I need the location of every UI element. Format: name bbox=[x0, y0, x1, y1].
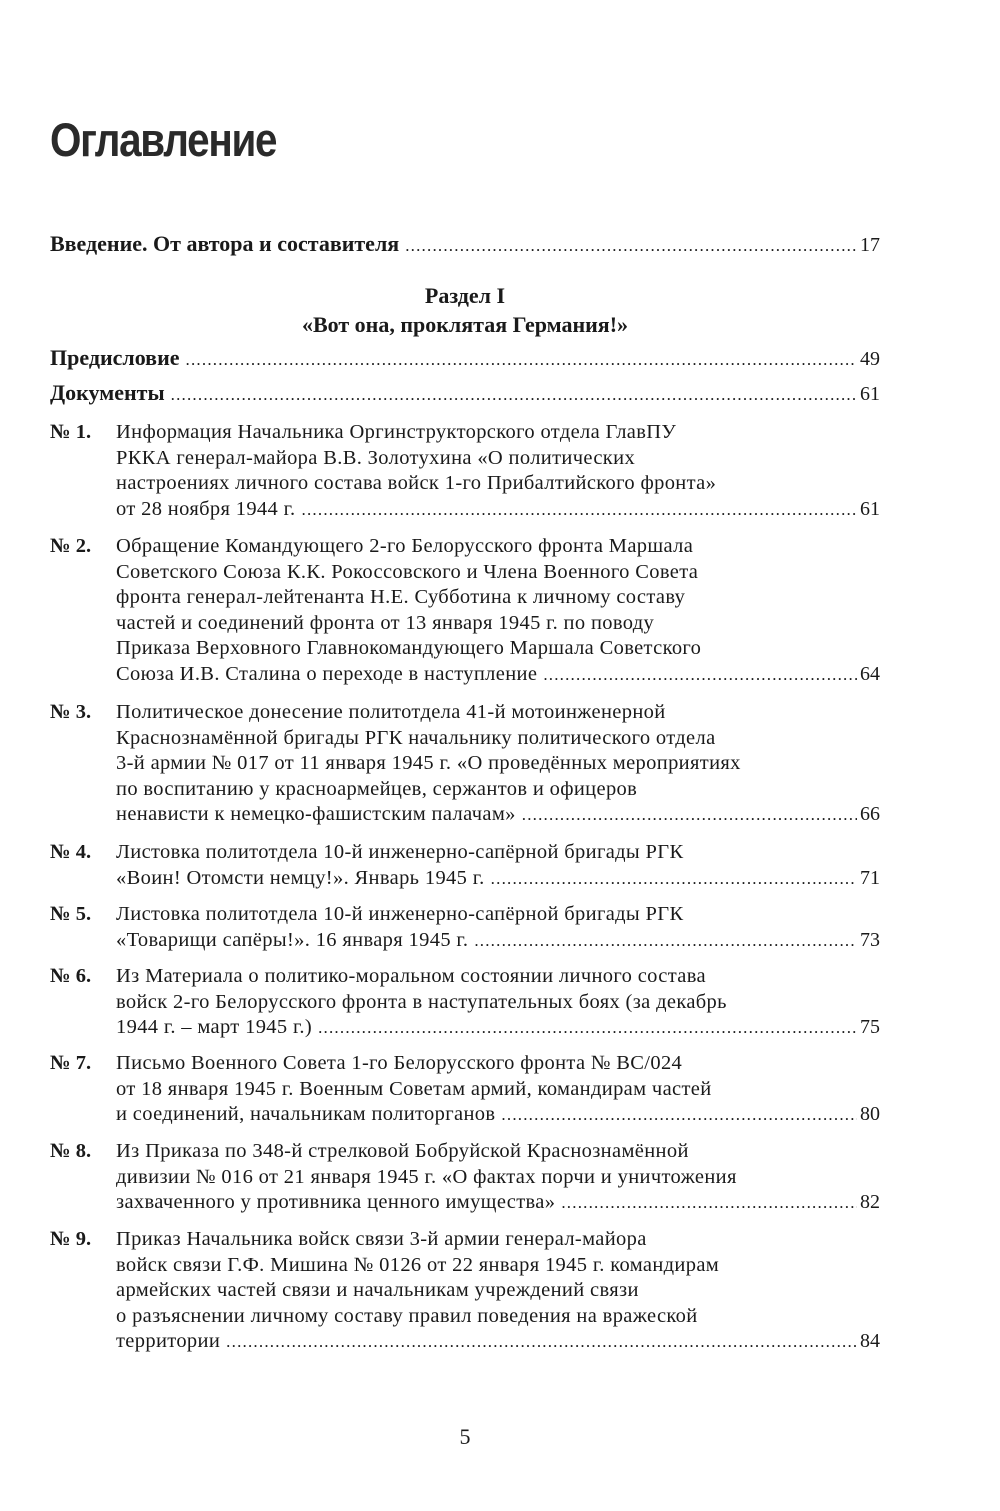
section-heading: Раздел I bbox=[424, 283, 506, 308]
entry-text-line: от 28 ноября 1944 г. bbox=[116, 497, 296, 520]
toc-documents[interactable] bbox=[50, 380, 880, 408]
entry-number: № 4. bbox=[50, 841, 92, 863]
leader-dots bbox=[501, 1102, 857, 1128]
toc-preface[interactable] bbox=[50, 345, 880, 373]
entry-text-line: Краснознамённой бригады РГК начальнику политического отдела bbox=[116, 726, 716, 749]
toc-entry[interactable] bbox=[50, 700, 880, 828]
leader-dots bbox=[474, 928, 857, 954]
entry-page: 66 bbox=[860, 803, 880, 825]
toc-entry[interactable] bbox=[50, 1051, 880, 1128]
entry-page: 84 bbox=[860, 1330, 880, 1352]
entry-text-line: по воспитанию у красноармейцев, сержантов и офицеров bbox=[116, 777, 638, 800]
entry-page: 73 bbox=[860, 928, 880, 951]
entry-text-line: захваченного у противника ценного имущества» bbox=[116, 1191, 556, 1213]
toc-intro-page: 17 bbox=[860, 234, 880, 256]
toc-entry[interactable] bbox=[50, 534, 880, 687]
leader-dots bbox=[171, 382, 857, 408]
entry-text-line: Из Материала о политико-моральном состоянии личного состава bbox=[116, 965, 706, 987]
leader-dots bbox=[405, 233, 857, 259]
entry-page: 80 bbox=[860, 1103, 880, 1125]
entry-page: 64 bbox=[860, 662, 880, 685]
page-number: 5 bbox=[459, 1424, 471, 1449]
toc-entry[interactable] bbox=[50, 902, 880, 953]
entry-text-line: Политическое донесение политотдела 41-й мотоинженерной bbox=[116, 701, 666, 723]
toc-entry[interactable] bbox=[50, 964, 880, 1041]
entry-page: 75 bbox=[860, 1016, 880, 1038]
entry-text-line: территории bbox=[116, 1330, 221, 1352]
entry-number: № 9. bbox=[50, 1228, 92, 1250]
entry-text-line: Листовка политотдела 10-й инженерно-сапёрной бригады РГК bbox=[116, 903, 684, 925]
leader-dots bbox=[318, 1015, 857, 1041]
entry-text-line: фронта генерал-лейтенанта Н.Е. Субботина к личному составу bbox=[116, 586, 686, 608]
leader-dots bbox=[522, 802, 857, 828]
entry-text-line: 3-й армии № 017 от 11 января 1945 г. «О проведённых мероприятиях bbox=[116, 752, 741, 774]
toc-intro[interactable] bbox=[50, 231, 880, 259]
entry-text-line: о разъяснении личному составу правил поведения на вражеской bbox=[116, 1304, 698, 1327]
entry-text-line: войск 2-го Белорусского фронта в наступательных боях (за декабрь bbox=[116, 990, 727, 1013]
toc-documents-label: Документы bbox=[50, 380, 165, 405]
toc-entry[interactable] bbox=[50, 840, 880, 891]
entry-text-line: Приказ Начальника войск связи 3-й армии генерал-майора bbox=[116, 1228, 647, 1250]
entry-page: 82 bbox=[860, 1191, 880, 1213]
entry-text-line: «Воин! Отомсти немцу!». Январь 1945 г. bbox=[116, 866, 485, 889]
entry-text-line: Из Приказа по 348-й стрелковой Бобруйской Краснознамённой bbox=[116, 1140, 689, 1162]
page-title: Оглавление bbox=[50, 113, 277, 166]
entry-number: № 5. bbox=[50, 903, 92, 925]
toc-preface-page: 49 bbox=[860, 348, 880, 370]
entry-text-line: дивизии № 016 от 21 января 1945 г. «О фактах порчи и уничтожения bbox=[116, 1165, 737, 1188]
entry-text-line: ненависти к немецко-фашистским палачам» bbox=[116, 803, 516, 825]
toc-preface-label: Предисловие bbox=[50, 345, 180, 370]
entry-text-line: частей и соединений фронта от 13 января 1945 г. по поводу bbox=[116, 611, 655, 634]
leader-dots bbox=[302, 497, 857, 523]
entry-text-line: Письмо Военного Совета 1-го Белорусского фронта № ВС/024 bbox=[116, 1052, 683, 1074]
leader-dots bbox=[226, 1329, 857, 1355]
entry-text-line: РККА генерал-майора В.В. Золотухина «О политических bbox=[116, 446, 636, 469]
section-subtitle: «Вот она, проклятая Германия!» bbox=[301, 312, 629, 337]
toc-intro-label: Введение. От автора и составителя bbox=[50, 231, 400, 256]
entry-text-line: «Товарищи сапёры!». 16 января 1945 г. bbox=[116, 928, 469, 951]
leader-dots bbox=[491, 866, 857, 892]
entry-text-line: от 18 января 1945 г. Военным Советам армий, командирам частей bbox=[116, 1077, 712, 1100]
entry-page: 71 bbox=[860, 866, 880, 889]
entry-number: № 8. bbox=[50, 1140, 92, 1162]
entry-text-line: Советского Союза К.К. Рокоссовского и Члена Военного Совета bbox=[116, 560, 699, 583]
leader-dots bbox=[186, 347, 857, 373]
leader-dots bbox=[543, 662, 857, 688]
toc-entry[interactable] bbox=[50, 1227, 880, 1355]
entry-number: № 2. bbox=[50, 535, 92, 557]
entry-page: 61 bbox=[860, 497, 880, 520]
entry-text-line: Приказа Верховного Главнокомандующего Маршала Советского bbox=[116, 637, 702, 659]
entry-text-line: 1944 г. – март 1945 г.) bbox=[116, 1016, 313, 1038]
toc-documents-page: 61 bbox=[860, 383, 880, 405]
entry-number: № 6. bbox=[50, 965, 92, 987]
entry-text-line: Обращение Командующего 2-го Белорусского фронта Маршала bbox=[116, 535, 694, 557]
entry-text-line: армейских частей связи и начальникам учреждений связи bbox=[116, 1279, 639, 1301]
entry-text-line: Союза И.В. Сталина о переходе в наступление bbox=[116, 662, 538, 685]
entry-text-line: Листовка политотдела 10-й инженерно-сапёрной бригады РГК bbox=[116, 841, 684, 863]
entry-text-line: настроениях личного состава войск 1-го Прибалтийского фронта» bbox=[116, 472, 717, 494]
entry-text-line: и соединений, начальникам политорганов bbox=[116, 1103, 496, 1125]
entry-number: № 1. bbox=[50, 421, 92, 443]
toc-entry[interactable] bbox=[50, 420, 880, 522]
entry-text-line: войск связи Г.Ф. Мишина № 0126 от 22 января 1945 г. командирам bbox=[116, 1253, 720, 1276]
entry-number: № 7. bbox=[50, 1052, 92, 1074]
leader-dots bbox=[561, 1190, 857, 1216]
toc-entry[interactable] bbox=[50, 1139, 880, 1216]
entry-number: № 3. bbox=[50, 701, 92, 723]
entry-text-line: Информация Начальника Оргинструкторского отдела ГлавПУ bbox=[116, 421, 677, 443]
